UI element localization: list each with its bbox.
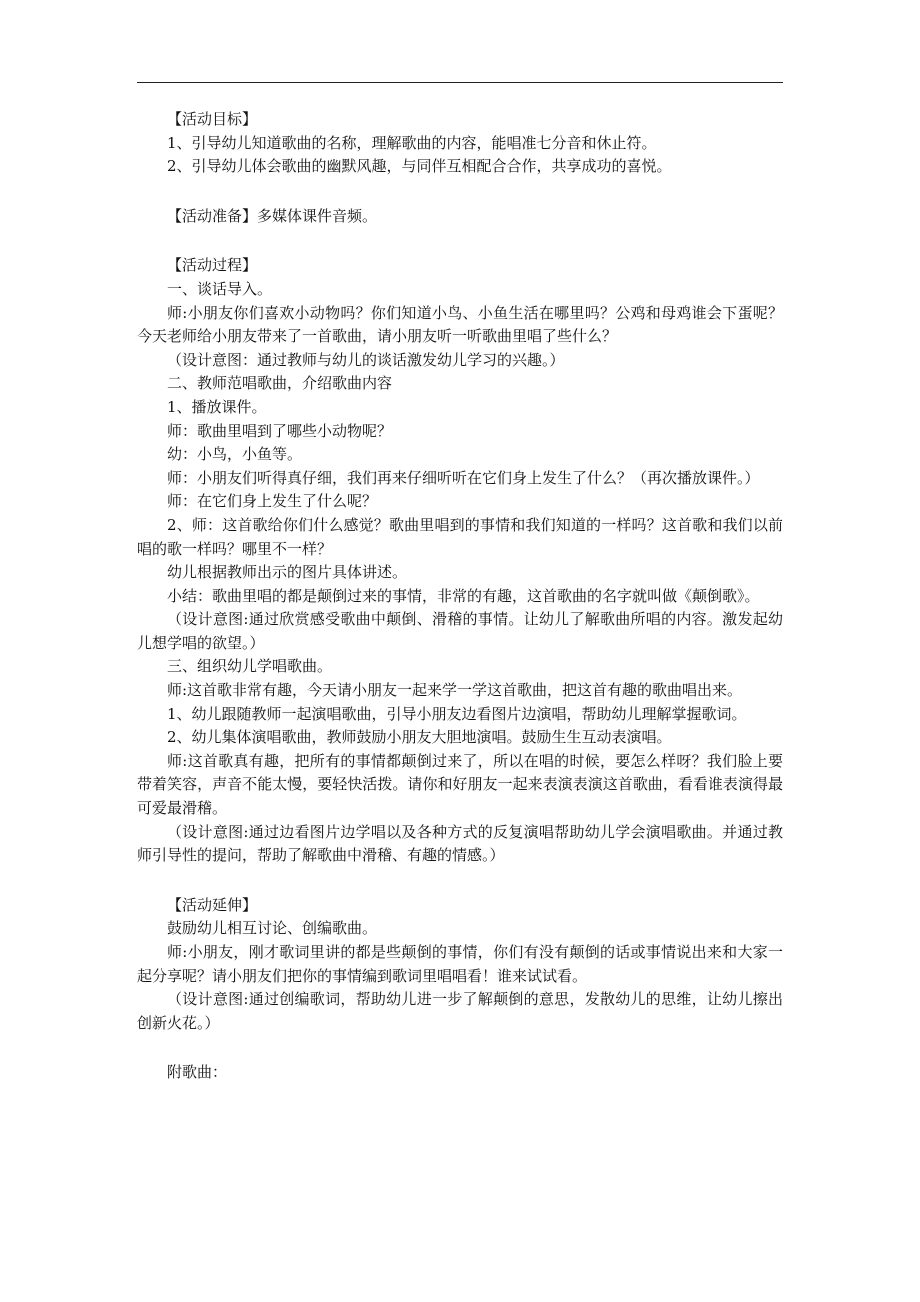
paragraph: 师：在它们身上发生了什么呢？ [167,492,378,511]
section-heading-preparation: 【活动准备】多媒体课件音频。 [167,206,378,225]
design-intent-note: （设计意图:通过边看图片边学唱以及各种方式的反复演唱帮助幼儿学会演唱歌曲。并通过教师引导性的提问，帮助了解歌曲中滑稽、有趣的情感。） [137,822,783,865]
section-heading-process: 【活动过程】 [167,256,258,275]
paragraph: 1、播放课件。 [167,397,267,416]
spacer [137,868,783,894]
paragraph: 1、引导幼儿知道歌曲的名称，理解歌曲的内容，能唱准七分音和休止符。 [167,133,657,152]
document-body [137,108,783,1085]
paragraph: 2、幼儿集体演唱歌曲，教师鼓励小朋友大胆地演唱。鼓励生生互动表演唱。 [167,728,672,747]
paragraph: 师:小朋友，刚才歌词里讲的都是些颠倒的事情，你们有没有颠倒的话或事情说出来和大家一起分享呢？请小朋友们把你的事情编到歌词里唱唱看！谁来试试看。 [137,943,783,985]
paragraph: 幼儿根据教师出示的图片具体讲述。 [167,563,408,582]
paragraph: 师:这首歌非常有趣，今天请小朋友一起来学一学这首歌曲，把这首有趣的歌曲唱出来。 [167,681,743,700]
paragraph: 师：歌曲里唱到了哪些小动物呢？ [167,421,393,440]
section-heading-song-appendix: 附歌曲： [167,1063,228,1082]
section-heading-goals: 【活动目标】 [167,110,258,128]
paragraph: 1、幼儿跟随教师一起演唱歌曲，引导小朋友边看图片边演唱，帮助幼儿理解掌握歌词。 [167,704,747,723]
paragraph: 二、教师范唱歌曲，介绍歌曲内容 [167,374,393,393]
summary-paragraph: 小结：歌曲里唱的都是颠倒过来的事情，非常的有趣，这首歌曲的名字就叫做《颠倒歌》。 [167,586,760,605]
paragraph: 2、师：这首歌给你们什么感觉？歌曲里唱到的事情和我们知道的一样吗？这首歌和我们以前唱的歌一样吗？哪里不一样？ [137,515,783,558]
design-intent-note: （设计意图:通过欣赏感受歌曲中颠倒、滑稽的事情。让幼儿了解歌曲所唱的内容。激发起幼儿想学唱的欲望。） [137,610,783,652]
paragraph: 鼓励幼儿相互讨论、创编歌曲。 [167,919,378,938]
paragraph: 师：小朋友们听得真仔细，我们再来仔细听听在它们身上发生了什么？（再次播放课件。） [167,468,760,487]
spacer [137,1035,783,1061]
design-intent-note: （设计意图:通过创编歌词，帮助幼儿进一步了解颠倒的意思，发散幼儿的思维，让幼儿擦出创新火花。） [137,990,783,1032]
design-intent-note: （设计意图：通过教师与幼儿的谈话激发幼儿学习的兴趣。） [167,350,565,369]
section-heading-extension: 【活动延伸】 [167,895,258,914]
paragraph: 三、组织幼儿学唱歌曲。 [167,657,333,676]
header-rule [137,82,783,83]
paragraph: 幼：小鸟，小鱼等。 [167,445,303,464]
spacer [137,228,783,254]
paragraph: 师:小朋友你们喜欢小动物吗？你们知道小鸟、小鱼生活在哪里吗？公鸡和母鸡谁会下蛋呢？今天老师给小朋友带来了一首歌曲，请小朋友听一听歌曲里唱了些什么？ [137,303,783,346]
paragraph: 一、谈话导入。 [167,279,273,298]
paragraph: 2、引导幼儿体会歌曲的幽默风趣，与同伴互相配合合作，共享成功的喜悦。 [167,157,672,176]
spacer [137,179,783,205]
paragraph: 师:这首歌真有趣，把所有的事情都颠倒过来了，所以在唱的时候，要怎么样呀？我们脸上要带着笑容，声音不能太慢，要轻快活拨。请你和好朋友一起来表演表演这首歌曲，看看谁表演得最可爱最滑稽。 [137,751,783,818]
